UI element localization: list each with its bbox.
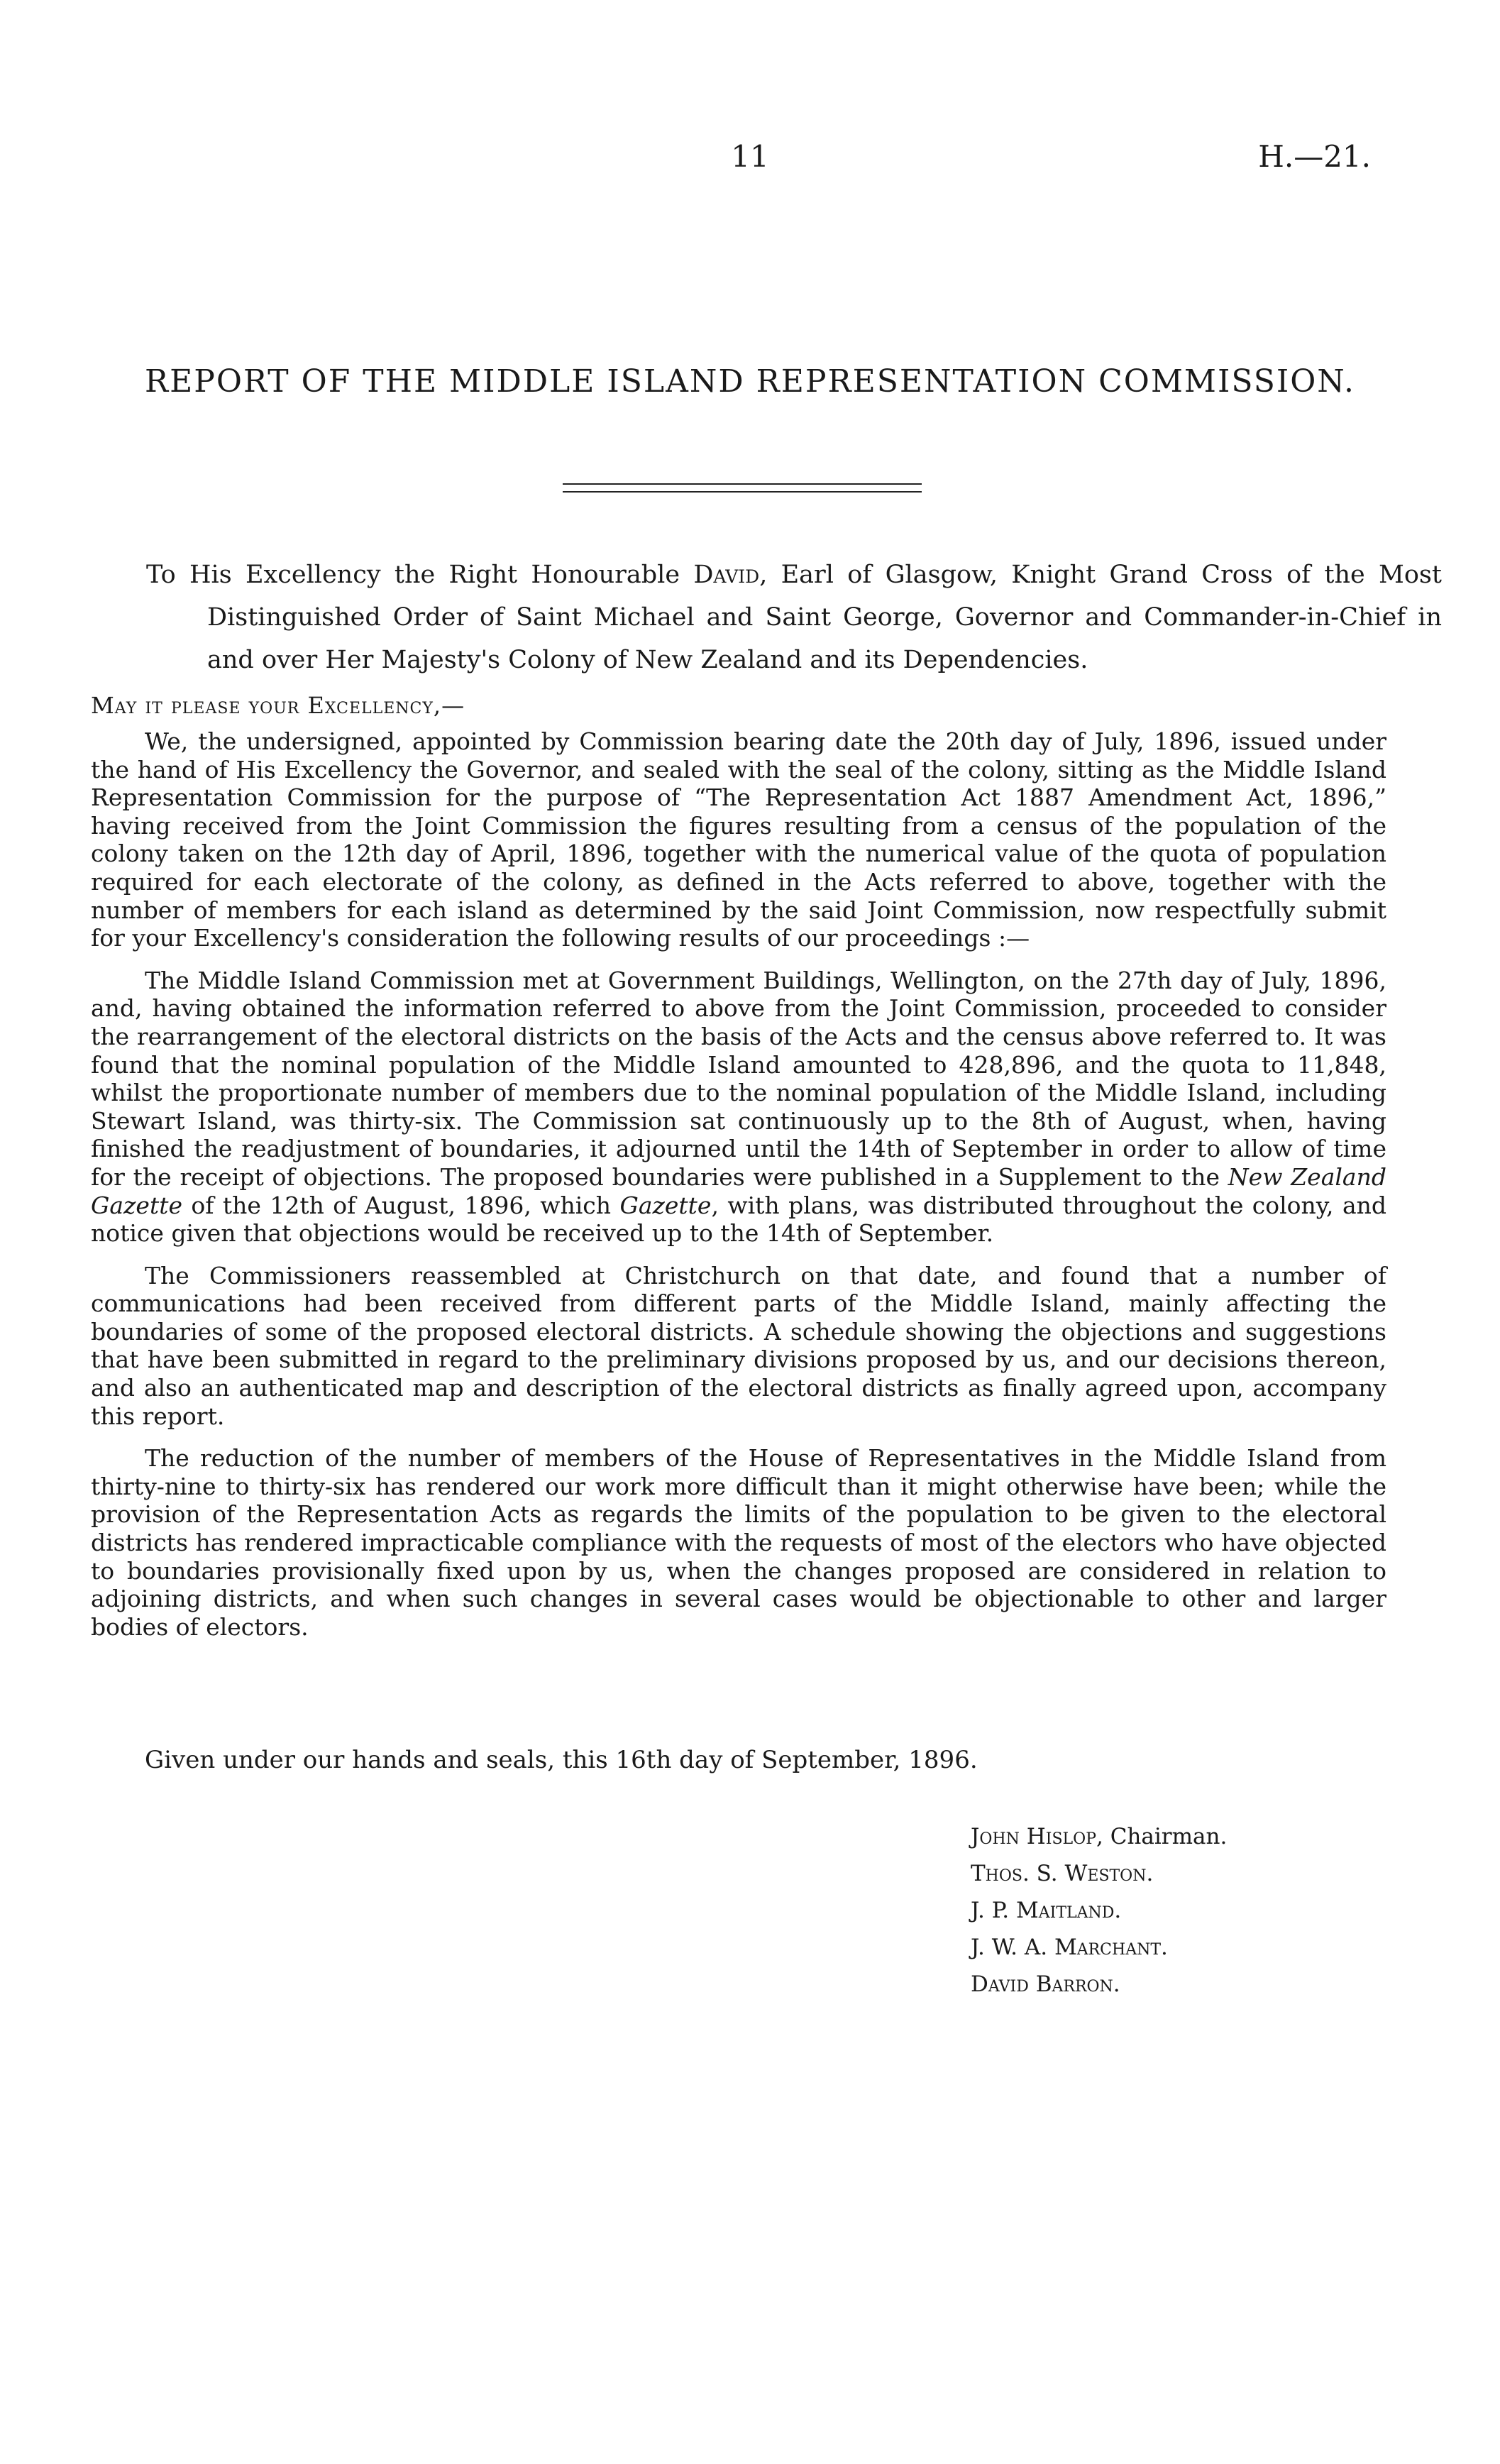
signatory-marchant: J. W. A. Marchant.	[971, 1935, 1168, 1960]
addressee-name: David	[693, 561, 760, 589]
signatory-chairman-name: John Hislop	[971, 1824, 1096, 1849]
signatories-block	[971, 1818, 1227, 2003]
signatory-chairman-role: , Chairman.	[1096, 1824, 1228, 1849]
title-rule-lower	[563, 491, 922, 493]
paragraph-proceedings-text-a: The Middle Island Commission met at Government Buildings, Wellington, on the 27th day of July, 1896, and, having obtained the information referred to above from the Joint Commission, proceeded to consider the rearrangement of the electoral districts on the basis of the Acts and the census above referred to. It was found that the nominal population of the Middle Island amounted to 428,896, and the quota to 11,848, whilst the proportionate number of members due to the nominal population of the Middle Island, including Stewart Island, was thirty-six. The Commission sat continuously up to the 8th of August, when, having finished the readjustment of boundaries, it adjourned until the 14th of September in order to allow of time for the receipt of objections. The proposed boundaries were published in a Supplement to the	[91, 966, 1386, 1191]
report-body	[91, 727, 1386, 1655]
paragraph-proceedings-text-c: , with plans, was distributed throughout the colony, and notice given that objections would be received up to the 14th of September.	[91, 1191, 1387, 1248]
closing-statement: Given under our hands and seals, this 16th day of September, 1896.	[145, 1746, 978, 1774]
addressee-post: , Earl of Glasgow, Knight Grand Cross of the Most Distinguished Order of Saint Michael and Saint George, Governor and Commander-in-Chief in and over Her Majesty's Colony of New Zealand and its Dependencies.	[207, 561, 1442, 674]
addressee-pre: To His Excellency the Right Honourable	[146, 561, 694, 589]
gazette-title: New Zealand Gazette	[91, 1162, 1386, 1219]
paragraph-appointment: We, the undersigned, appointed by Commission bearing date the 20th day of July, 1896, issued under the hand of His Excellency the Governor, and sealed with the seal of the colony, sitting as the Middle Island Representation Commission for the purpose of “The Representation Act 1887 Amendment Act, 1896,” having received from the Joint Commission the figures resulting from a census of the population of the colony taken on the 12th day of April, 1896, together with the numerical value of the quota of population required for each electorate of the colony, as defined in the Acts referred to above, together with the number of members for each island as determined by the said Joint Commission, now respectfully submit for your Excellency's consideration the following results of our proceedings :—	[91, 727, 1386, 952]
document-reference: H.—21.	[1258, 139, 1371, 174]
report-title: REPORT OF THE MIDDLE ISLAND REPRESENTATION COMMISSION.	[145, 363, 1355, 400]
salutation: May it please your Excellency,—	[91, 692, 465, 719]
title-rule-upper	[563, 483, 922, 485]
signatory-weston: Thos. S. Weston.	[971, 1861, 1154, 1886]
signatory-barron: David Barron.	[971, 1971, 1120, 1997]
paragraph-proceedings	[91, 967, 1386, 1248]
paragraph-proceedings-text-b: of the 12th of August, 1896, which	[182, 1191, 620, 1219]
signatory-chairman	[971, 1818, 1227, 1855]
gazette-reference: Gazette	[619, 1191, 712, 1219]
paragraph-objections: The Commissioners reassembled at Christchurch on that date, and found that a number of communications had been received from different parts of the Middle Island, mainly affecting the boundaries of some of the proposed electoral districts. A schedule showing the objections and suggestions that have been submitted in regard to the preliminary divisions proposed by us, and our decisions thereon, and also an authenticated map and description of the electoral districts as finally agreed upon, accompany this report.	[91, 1261, 1386, 1430]
signatory-maitland: J. P. Maitland.	[971, 1898, 1122, 1923]
page-number: 11	[731, 139, 769, 174]
addressee-block	[146, 554, 1442, 681]
paragraph-reduction: The reduction of the number of members of the House of Representatives in the Middle Island from thirty-nine to thirty-six has rendered our work more difficult than it might otherwise have been; while the provision of the Representation Acts as regards the limits of the population to be given to the electoral districts has rendered impracticable compliance with the requests of most of the electors who have objected to boundaries provisionally fixed upon by us, when the changes proposed are considered in relation to adjoining districts, and when such changes in several cases would be objectionable to other and larger bodies of electors.	[91, 1444, 1386, 1641]
